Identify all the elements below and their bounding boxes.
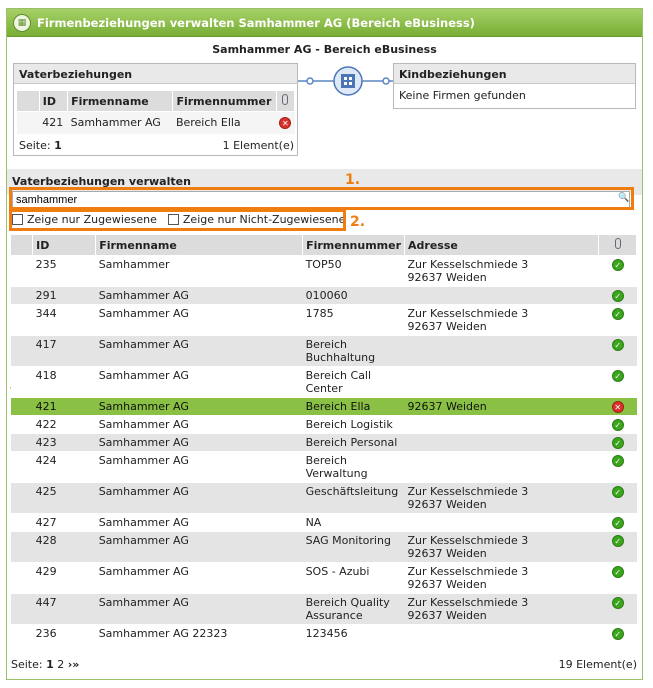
cell-name: Samhammer AG [96, 514, 303, 532]
manage-section [7, 169, 642, 679]
cell-number: Bereich Buchhaltung [303, 336, 405, 367]
cell-id: 418 [33, 367, 96, 398]
cell-number: Bereich Ella [303, 398, 405, 416]
cell-address [405, 336, 599, 367]
row-spacer [11, 305, 33, 336]
cell-number: Geschäftsleitung [303, 483, 405, 514]
table-row[interactable] [11, 452, 637, 483]
companies-table [11, 235, 637, 642]
cell-name: Samhammer AG [96, 287, 303, 305]
cell-name: Samhammer AG [96, 483, 303, 514]
assign-icon[interactable]: ✓ [612, 455, 624, 467]
cell-address [405, 287, 599, 305]
cell-address: Zur Kesselschmiede 3 92637 Weiden [405, 483, 599, 514]
cell-number: SAG Monitoring [303, 532, 405, 563]
cell-address [405, 514, 599, 532]
table-row[interactable] [11, 287, 637, 305]
title-bar [7, 9, 642, 37]
cell-name: Samhammer AG [96, 452, 303, 483]
assign-icon[interactable]: ✓ [612, 437, 624, 449]
col-name[interactable]: Firmenname [96, 235, 303, 256]
cell-address: Zur Kesselschmiede 3 92637 Weiden [405, 305, 599, 336]
filter-assigned[interactable]: Zeige nur Zugewiesene [12, 213, 157, 226]
row-spacer [11, 336, 33, 367]
assign-icon[interactable]: ✓ [612, 419, 624, 431]
cell-number: 010060 [303, 287, 405, 305]
col-number[interactable]: Firmennummer [303, 235, 405, 256]
cell-id: 344 [33, 305, 96, 336]
assign-icon[interactable]: ✓ [612, 486, 624, 498]
cell-number: Bereich Logistik [303, 416, 405, 434]
cell-id: 428 [33, 532, 96, 563]
parents-col-id[interactable]: ID [39, 91, 67, 112]
cell-name: Samhammer AG [96, 434, 303, 452]
row-spacer [11, 256, 33, 287]
cell-address: Zur Kesselschmiede 3 92637 Weiden [405, 532, 599, 563]
next-page-icon[interactable]: › [67, 658, 73, 671]
cell-number: NA [303, 514, 405, 532]
table-row[interactable] [11, 563, 637, 594]
cell-address [405, 367, 599, 398]
annotation-1: 1. [345, 172, 361, 188]
parents-panel [13, 63, 298, 156]
parents-col-number[interactable]: Firmennummer [173, 91, 276, 112]
assign-icon[interactable]: ✓ [612, 370, 624, 382]
assign-icon[interactable]: ✓ [612, 535, 624, 547]
manage-heading: Vaterbeziehungen verwalten [7, 169, 642, 195]
row-spacer [11, 416, 33, 434]
cell-id: 422 [33, 416, 96, 434]
company-title: Samhammer AG - Bereich eBusiness [212, 43, 437, 56]
cell-id: 236 [33, 625, 96, 643]
search-icon[interactable]: 🔍 [618, 193, 630, 203]
parents-table [17, 91, 295, 134]
table-row[interactable] [11, 594, 637, 625]
page-1[interactable]: 1 [46, 658, 54, 671]
annotation-box-2 [9, 209, 346, 231]
cell-name: Samhammer AG [96, 367, 303, 398]
cell-name: Samhammer AG [96, 416, 303, 434]
parent-id: 421 [39, 112, 67, 134]
row-spacer [11, 532, 33, 563]
row-spacer [11, 514, 33, 532]
cell-id: 429 [33, 563, 96, 594]
page-2[interactable]: 2 [57, 658, 65, 671]
assign-icon[interactable]: ✓ [612, 308, 624, 320]
cell-id: 427 [33, 514, 96, 532]
cell-id: 423 [33, 434, 96, 452]
pager [11, 658, 637, 671]
table-row[interactable] [11, 532, 637, 563]
table-row[interactable] [11, 398, 637, 416]
parents-page-label: Seite: [19, 139, 51, 152]
element-count: 19 Element(e) [558, 658, 637, 671]
assign-icon[interactable]: ✓ [612, 566, 624, 578]
cell-address [405, 434, 599, 452]
row-spacer [11, 625, 33, 643]
row-spacer [11, 398, 33, 416]
cell-number: Bereich Quality Assurance [303, 594, 405, 625]
cell-number: Bereich Verwaltung [303, 452, 405, 483]
cell-address [405, 625, 599, 643]
cell-number: Bereich Call Center [303, 367, 405, 398]
cell-id: 424 [33, 452, 96, 483]
attachment-icon [282, 94, 288, 105]
table-row[interactable] [11, 434, 637, 452]
cell-name: Samhammer AG [96, 336, 303, 367]
main-window [6, 8, 643, 680]
row-spacer [11, 452, 33, 483]
annotation-2: 2. [350, 214, 366, 230]
cell-number: 123456 [303, 625, 405, 643]
cell-number: TOP50 [303, 256, 405, 287]
cell-id: 291 [33, 287, 96, 305]
annotation-box-1 [9, 187, 634, 210]
assign-icon[interactable]: ✓ [612, 259, 624, 271]
parent-number: Bereich Ella [173, 112, 276, 134]
cell-name: Samhammer AG 22323 [96, 625, 303, 643]
row-spacer [11, 563, 33, 594]
cell-number: SOS - Azubi [303, 563, 405, 594]
children-empty: Keine Firmen gefunden [399, 89, 526, 102]
cell-id: 417 [33, 336, 96, 367]
cell-address: Zur Kesselschmiede 3 92637 Weiden [405, 563, 599, 594]
cell-name: Samhammer AG [96, 532, 303, 563]
cell-address [405, 416, 599, 434]
last-page-icon[interactable]: » [72, 658, 80, 671]
col-id[interactable]: ID [33, 235, 96, 256]
table-row[interactable] [11, 305, 637, 336]
assign-icon[interactable]: ✓ [612, 339, 624, 351]
cell-name: Samhammer AG [96, 563, 303, 594]
cell-name: Samhammer AG [96, 594, 303, 625]
window-title: Firmenbeziehungen verwalten Samhammer AG (Bereich eBusiness) [37, 15, 475, 30]
parents-row [17, 112, 295, 134]
children-panel [393, 63, 636, 109]
cell-number: 1785 [303, 305, 405, 336]
row-spacer [11, 594, 33, 625]
row-spacer [11, 483, 33, 514]
remove-icon[interactable]: ✕ [279, 117, 291, 129]
cell-number: Bereich Personal [303, 434, 405, 452]
company-icon: ▦ [13, 14, 31, 32]
cell-id: 421 [33, 398, 96, 416]
table-row[interactable] [11, 625, 637, 643]
cell-address: 92637 Weiden [405, 398, 599, 416]
table-row[interactable] [11, 336, 637, 367]
assign-icon[interactable]: ✓ [612, 290, 624, 302]
children-heading: Kindbeziehungen [394, 64, 635, 84]
relation-connector [298, 65, 398, 97]
row-spacer [11, 434, 33, 452]
parents-heading: Vaterbeziehungen [14, 64, 297, 84]
parent-name: Samhammer AG [68, 112, 173, 134]
cell-address [405, 452, 599, 483]
cell-id: 235 [33, 256, 96, 287]
row-spacer [11, 367, 33, 398]
table-row[interactable] [11, 256, 637, 287]
assign-icon[interactable]: ✓ [612, 517, 624, 529]
table-row[interactable] [11, 367, 637, 398]
assign-icon[interactable]: ✓ [612, 597, 624, 609]
table-row[interactable] [11, 483, 637, 514]
attachment-icon [615, 238, 621, 249]
cell-id: 425 [33, 483, 96, 514]
col-address[interactable]: Adresse [405, 235, 599, 256]
cell-address: Zur Kesselschmiede 3 92637 Weiden [405, 594, 599, 625]
filter-unassigned[interactable]: Zeige nur Nicht-Zugewiesene [168, 213, 345, 226]
cell-name: Samhammer AG [96, 398, 303, 416]
cell-address: Zur Kesselschmiede 3 92637 Weiden [405, 256, 599, 287]
table-row[interactable] [11, 514, 637, 532]
table-row[interactable] [11, 416, 637, 434]
parents-count: 1 Element(e) [222, 139, 294, 152]
cell-name: Samhammer AG [96, 305, 303, 336]
remove-icon[interactable]: ✕ [612, 401, 624, 413]
cell-id: 447 [33, 594, 96, 625]
cell-name: Samhammer [96, 256, 303, 287]
parents-col-name[interactable]: Firmenname [68, 91, 173, 112]
assign-icon[interactable]: ✓ [612, 628, 624, 640]
row-spacer [11, 287, 33, 305]
parents-page[interactable]: 1 [54, 139, 62, 152]
page-label: Seite: [11, 658, 43, 671]
